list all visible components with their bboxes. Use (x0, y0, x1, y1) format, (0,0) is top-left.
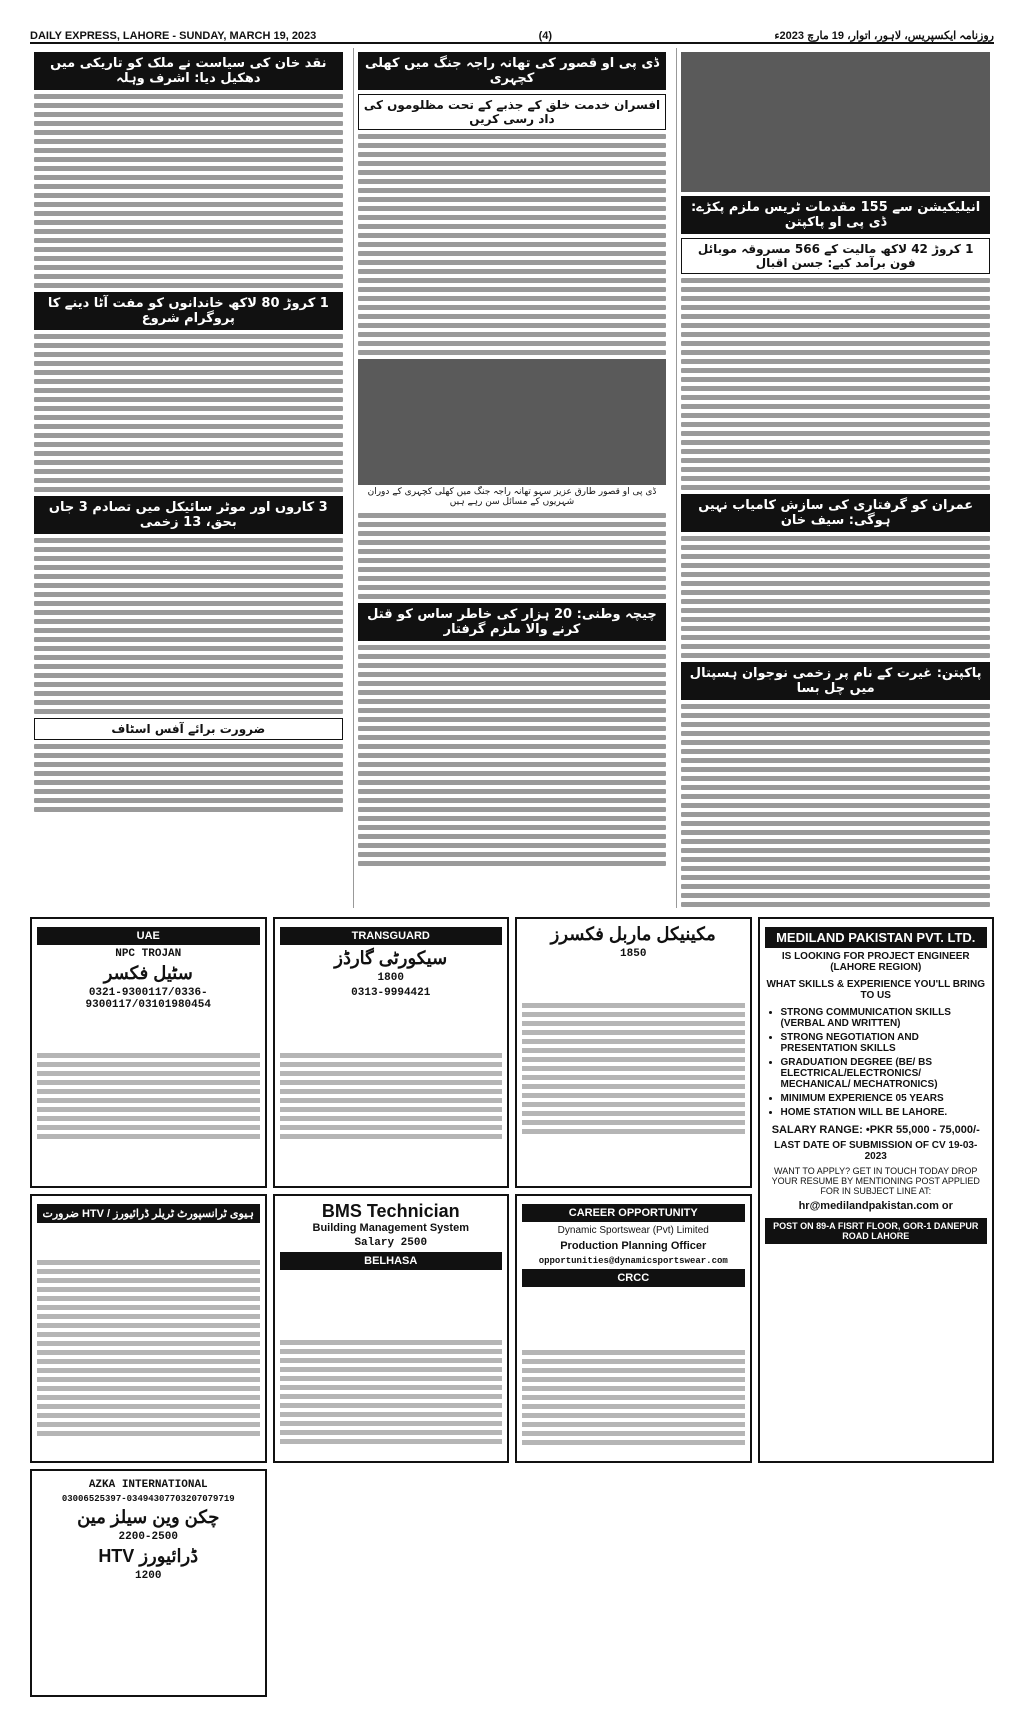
ad-salary: 1200 (135, 1570, 162, 1583)
headline-accident: 3 کاروں اور موٹر سائیکل میں تصادم 3 جاں بحق، 13 زخمی (34, 496, 343, 534)
ad-nlc (30, 1194, 267, 1464)
ad-phone: 0313-9994421 (351, 987, 431, 999)
ad-crcc: CRCC (522, 1269, 745, 1287)
ad-saudi-marble (515, 917, 752, 1188)
ad-transguard (273, 917, 510, 1188)
article-text (34, 538, 343, 714)
headline-ashraf-wahla: نقد خان کی سیاست نے ملک کو تاریکی میں دھکیل دیا: اشرف وہلہ (34, 52, 343, 90)
article-text (358, 645, 667, 866)
ad-title: TRANSGUARD (280, 927, 503, 945)
article-text (681, 704, 990, 908)
ad-job: سیکورٹی گارڈز (334, 948, 448, 968)
article-text (34, 744, 343, 812)
ad-salary: 2200-2500 (118, 1531, 178, 1544)
article-text (34, 334, 343, 492)
ad-uae-steel-fixer (30, 917, 267, 1188)
office-staff-ad-title: ضرورت برائے آفس اسٹاف (34, 718, 343, 740)
ad-company: NPC TROJAN (115, 948, 182, 960)
mediland-skills-list (765, 1007, 988, 1118)
ad-phone: 0321-9300117/0336-9300117/03101980454 (85, 987, 211, 1011)
ad-company: AZKA INTERNATIONAL (88, 1479, 208, 1492)
skill-item: • STRONG COMMUNICATION SKILLS (VERBAL AND WRITTEN) (781, 1007, 988, 1029)
article-text (358, 513, 667, 599)
skill-item: • HOME STATION WILL BE LAHORE. (781, 1107, 988, 1118)
article-text (358, 134, 667, 355)
classified-ads (30, 917, 994, 1697)
page-number: (4) (538, 30, 553, 42)
article-text (681, 278, 990, 490)
skill-item: • MINIMUM EXPERIENCE 05 YEARS (781, 1093, 988, 1104)
mediland-salary: SALARY RANGE: •PKR 55,000 - 75,000/- (771, 1124, 980, 1136)
skill-item: • GRADUATION DEGREE (BE/ BS ELECTRICAL/ELECTRONICS/ MECHANICAL/ MECHATRONICS) (781, 1057, 988, 1090)
mediland-email: hr@medilandpakistan.com or (798, 1200, 953, 1212)
ad-job: HTV ڈرائیورز (98, 1546, 199, 1567)
ad-role: Production Planning Officer (560, 1239, 707, 1252)
ad-title: UAE (37, 927, 260, 945)
news-column-3 (30, 48, 347, 908)
mediland-apply: WANT TO APPLY? GET IN TOUCH TODAY DROP YOUR RESUME BY MENTIONING POST APPLIED FOR IN SUBJECT LINE AT: (771, 1166, 980, 1196)
masthead (30, 22, 994, 44)
news-columns (30, 48, 994, 908)
skill-item: • STRONG NEGOTIATION AND PRESENTATION SKILLS (781, 1032, 988, 1054)
subhead-officers: افسران خدمت خلق کے جذبے کے تحت مظلوموں کی داد رسی کریں (358, 94, 667, 130)
ad-mediland (758, 917, 995, 1463)
masthead-right: روزنامہ ایکسپریس، لاہور، اتوار، 19 مارچ 2023ء (774, 30, 994, 42)
ad-company: Dynamic Sportswear (Pvt) Limited (557, 1224, 709, 1236)
ad-salary: 1850 (620, 948, 647, 960)
ad-salary: Salary 2500 (354, 1236, 428, 1249)
ad-phone: 03006525397-03494307703207079719 (61, 1494, 235, 1505)
ad-job: BMS Technician (321, 1200, 460, 1221)
ad-salary: 1800 (377, 972, 404, 984)
photo-caption: ڈی پی او قصور طارق عزیز سہو تھانہ راجہ جنگ میں کھلی کچہری کے دوران شہریوں کے مسائل سن رہے ہیں (358, 485, 667, 509)
mediland-company: MEDILAND PAKISTAN PVT. LTD. (765, 927, 988, 948)
article-text (34, 94, 343, 288)
news-photo-kachehri (358, 359, 667, 509)
mediland-skills-title: WHAT SKILLS & EXPERIENCE YOU'LL BRING TO US (766, 979, 985, 1001)
news-photo-interview (681, 52, 990, 192)
article-text (681, 536, 990, 658)
headline-free-flour: 1 کروڑ 80 لاکھ خاندانوں کو مفت آٹا دینے کا پروگرام شروع (34, 292, 343, 330)
ad-email: opportunities@dynamicsportswear.com (538, 1255, 728, 1266)
news-column-1 (676, 48, 994, 908)
ad-career (515, 1194, 752, 1464)
headline-imran-arrest: عمران کو گرفتاری کی سازش کامیاب نہیں ہوگی: سیف خان (681, 494, 990, 532)
ad-title: CAREER OPPORTUNITY (522, 1204, 745, 1222)
masthead-left: DAILY EXPRESS, LAHORE - SUNDAY, MARCH 19, 2023 (30, 30, 317, 42)
headline-chichawatni: چیچہ وطنی: 20 ہزار کی خاطر ساس کو قتل کرنے والا ملزم گرفتار (358, 603, 667, 641)
news-column-2 (353, 48, 671, 908)
ad-company: BELHASA (280, 1252, 503, 1270)
headline-pakpattan-hospital: پاکپتن: غیرت کے نام پر زخمی نوجوان ہسپتال میں چل بسا (681, 662, 990, 700)
mediland-looking-for: IS LOOKING FOR PROJECT ENGINEER (LAHORE REGION) (781, 951, 970, 973)
ad-bms-technician (273, 1194, 510, 1464)
ad-sub: Building Management System (312, 1221, 469, 1234)
mediland-address: POST ON 89-A FISRT FLOOR, GOR-1 DANEPUR ROAD LAHORE (765, 1218, 988, 1244)
ad-job: سٹیل فکسر (103, 963, 193, 983)
ad-job: چکن وین سیلز مین (77, 1507, 220, 1528)
ad-job: مکینیکل ماربل فکسرز (550, 924, 716, 944)
ad-title: ضرورت HTV / ہیوی ٹرانسپورٹ ٹریلر ڈرائیورز (37, 1204, 260, 1223)
headline-kasur-dpo: ڈی پی او قصور کی تھانہ راجہ جنگ میں کھلی کچہری (358, 52, 667, 90)
newspaper-page (30, 22, 994, 1702)
headline-pakpattan-dpo: انیلیکیشن سے 155 مقدمات ٹریس ملزم پکڑے: ڈی پی او پاکپتن (681, 196, 990, 234)
subhead-mobile-recovered: 1 کروڑ 42 لاکھ مالیت کے 566 مسروقہ موبائل فون برآمد کیے: جسن اقبال (681, 238, 990, 274)
ad-saudi-drivers (30, 1469, 267, 1697)
mediland-last-date: LAST DATE OF SUBMISSION OF CV 19-03-2023 (774, 1140, 978, 1162)
